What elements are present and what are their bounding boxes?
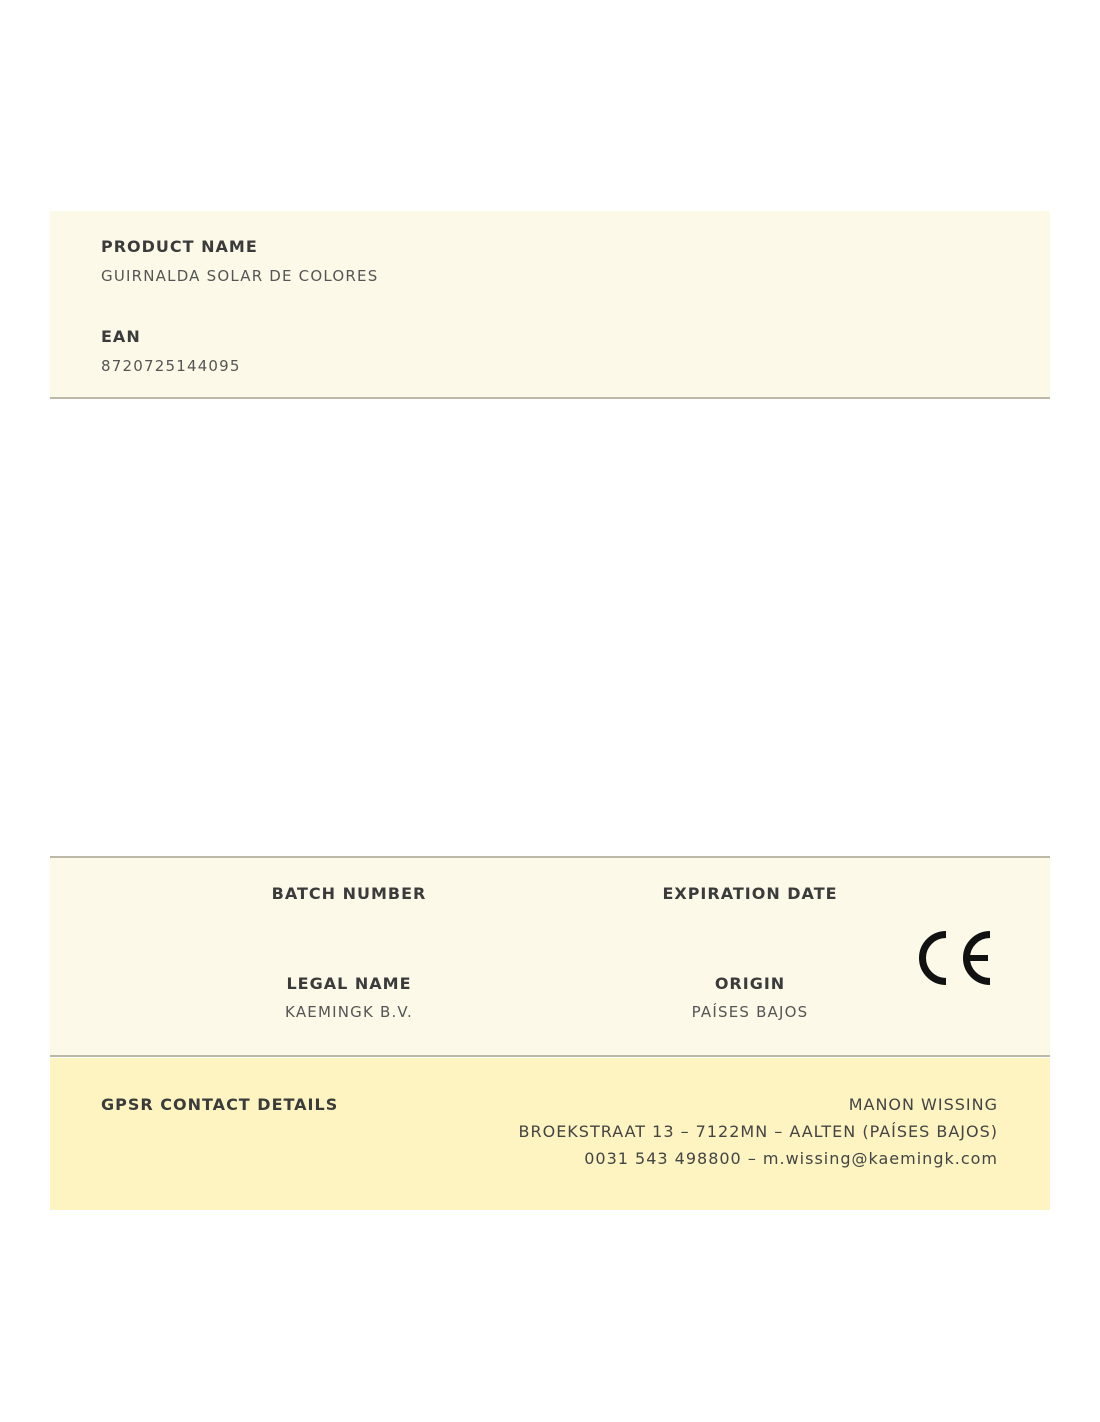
contact-details xyxy=(519,1095,999,1168)
contact-address: BROEKSTRAAT 13 – 7122MN – AALTEN (PAÍSES BAJOS) xyxy=(518,1122,998,1141)
origin-label: ORIGIN xyxy=(714,974,786,993)
gpsr-contact-panel xyxy=(50,1058,1050,1210)
origin-value: PAÍSES BAJOS xyxy=(691,1003,809,1021)
gpsr-contact-label: GPSR CONTACT DETAILS xyxy=(101,1095,339,1114)
contact-name: MANON WISSING xyxy=(848,1095,998,1114)
batch-origin-panel xyxy=(50,856,1050,1057)
legal-name-value: KAEMINGK B.V. xyxy=(285,1003,413,1021)
legal-name-cell xyxy=(229,974,469,1021)
product-name-value: GUIRNALDA SOLAR DE COLORES xyxy=(101,267,379,285)
origin-cell xyxy=(630,974,870,1021)
ean-label: EAN xyxy=(101,327,141,346)
batch-number-label: BATCH NUMBER xyxy=(271,884,427,903)
expiration-date-label: EXPIRATION DATE xyxy=(662,884,838,903)
product-info-panel xyxy=(50,211,1050,399)
contact-phone-email: 0031 543 498800 – m.wissing@kaemingk.com xyxy=(584,1149,998,1168)
product-name-label: PRODUCT NAME xyxy=(101,237,258,256)
batch-number-cell xyxy=(229,884,469,911)
ean-value: 8720725144095 xyxy=(101,357,241,375)
expiration-date-cell xyxy=(630,884,870,911)
ce-mark-icon xyxy=(908,928,992,992)
legal-name-label: LEGAL NAME xyxy=(286,974,412,993)
